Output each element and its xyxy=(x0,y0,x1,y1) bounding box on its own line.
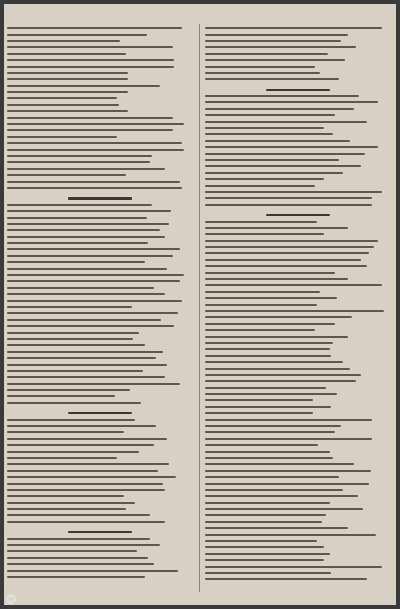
library-seal-icon xyxy=(6,594,16,604)
column-divider xyxy=(199,24,200,592)
text-line xyxy=(205,576,391,582)
text-column-left xyxy=(7,25,193,580)
text-column-right xyxy=(205,25,391,583)
document-page xyxy=(4,4,396,605)
library-logo xyxy=(6,592,19,606)
text-line xyxy=(7,574,193,580)
